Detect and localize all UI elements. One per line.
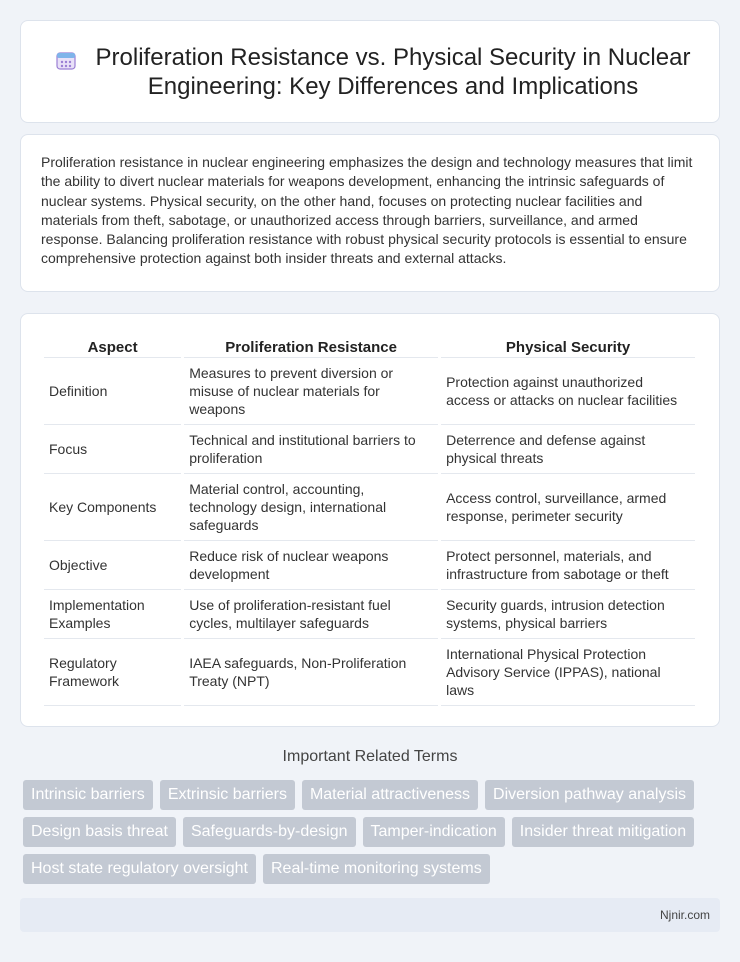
table-cell: Key Components	[44, 474, 181, 541]
calendar-icon	[55, 49, 77, 71]
table-row	[44, 541, 695, 590]
table-cell: Objective	[44, 541, 181, 590]
table-row	[44, 590, 695, 639]
table-cell: Measures to prevent diversion or misuse of nuclear materials for weapons	[184, 358, 438, 425]
related-term-tag[interactable]: Tamper-indication	[363, 817, 505, 847]
table-cell: Security guards, intrusion detection systems, physical barriers	[441, 590, 695, 639]
related-term-tag[interactable]: Insider threat mitigation	[512, 817, 694, 847]
summary-paragraph: Proliferation resistance in nuclear engineering emphasizes the design and technology measures that limit the ability to divert nuclear materials for weapons development, enhancing the intrinsic safeguards of nuclear systems. Physical security, on the other hand, focuses on protecting nuclear facilities and materials from theft, sabotage, or unauthorized access through barriers, surveillance, and armed response. Balancing proliferation resistance with robust physical security protocols is essential to ensure comprehensive protection against both insider threats and external attacks.	[41, 154, 693, 267]
table-cell: Deterrence and defense against physical threats	[441, 425, 695, 474]
table-cell: Focus	[44, 425, 181, 474]
table-cell: Definition	[44, 358, 181, 425]
page-title: Proliferation Resistance vs. Physical Security in Nuclear Engineering: Key Differences and Implications	[95, 44, 691, 100]
title-card	[20, 20, 720, 123]
related-term-tag[interactable]: Material attractiveness	[302, 780, 478, 810]
table-cell: Protect personnel, materials, and infrastructure from sabotage or theft	[441, 541, 695, 590]
related-term-tag[interactable]: Extrinsic barriers	[160, 780, 295, 810]
column-header-physical-security: Physical Security	[441, 336, 695, 358]
table-cell: Technical and institutional barriers to proliferation	[184, 425, 438, 474]
related-term-tag[interactable]: Intrinsic barriers	[23, 780, 153, 810]
related-terms-list	[23, 780, 723, 884]
summary-card	[20, 134, 720, 292]
table-cell: Protection against unauthorized access or attacks on nuclear facilities	[441, 358, 695, 425]
table-header-row	[44, 336, 695, 358]
table-cell: Reduce risk of nuclear weapons development	[184, 541, 438, 590]
column-header-aspect: Aspect	[44, 336, 181, 358]
related-term-tag[interactable]: Host state regulatory oversight	[23, 854, 256, 884]
table-cell: Material control, accounting, technology design, international safeguards	[184, 474, 438, 541]
related-term-tag[interactable]: Design basis threat	[23, 817, 176, 847]
table-cell: International Physical Protection Advisory Service (IPPAS), national laws	[441, 639, 695, 706]
table-cell: IAEA safeguards, Non-Proliferation Treaty (NPT)	[184, 639, 438, 706]
footer	[20, 898, 720, 932]
related-terms-heading: Important Related Terms	[282, 748, 458, 765]
related-term-tag[interactable]: Real-time monitoring systems	[263, 854, 490, 884]
footer-site-link[interactable]: Njnir.com	[659, 908, 710, 922]
related-term-tag[interactable]: Diversion pathway analysis	[485, 780, 694, 810]
comparison-table-card	[20, 313, 720, 727]
column-header-proliferation-resistance: Proliferation Resistance	[184, 336, 438, 358]
table-row	[44, 639, 695, 706]
table-cell: Implementation Examples	[44, 590, 181, 639]
table-row	[44, 358, 695, 425]
table-cell: Use of proliferation-resistant fuel cycles, multilayer safeguards	[184, 590, 438, 639]
table-cell: Access control, surveillance, armed response, perimeter security	[441, 474, 695, 541]
comparison-table	[41, 336, 698, 706]
table-cell: Regulatory Framework	[44, 639, 181, 706]
related-term-tag[interactable]: Safeguards-by-design	[183, 817, 356, 847]
table-row	[44, 474, 695, 541]
table-row	[44, 425, 695, 474]
